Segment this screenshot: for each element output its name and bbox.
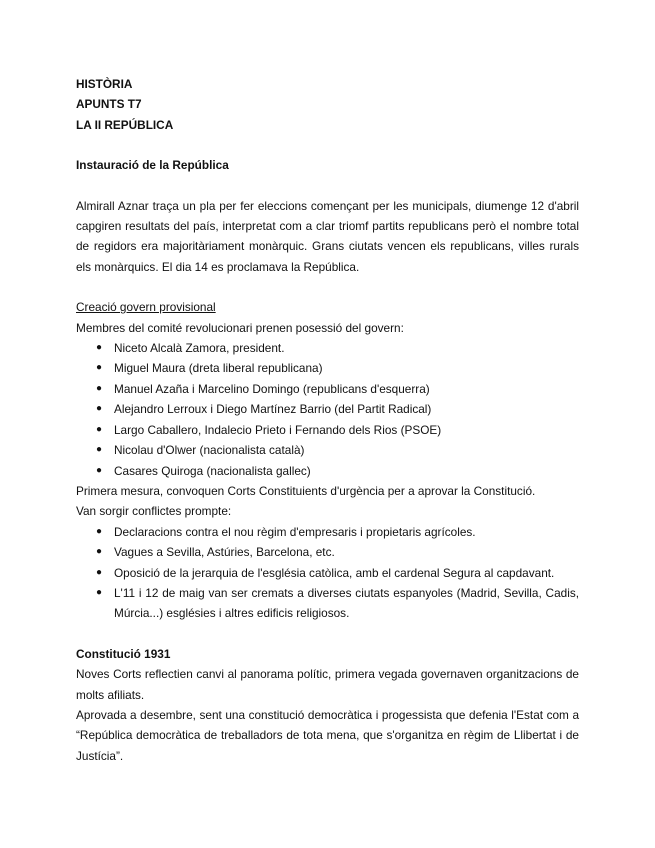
bullet-icon: ● [96, 423, 103, 435]
bullet-icon: ● [96, 525, 103, 537]
list-item: ● Largo Caballero, Indalecio Prieto i Fernando dels Rios (PSOE) [76, 420, 579, 440]
paragraph-primera-mesura: Primera mesura, convoquen Corts Constituients d'urgència per a aprovar la Constitució. [76, 483, 536, 498]
paragraph-noves-corts: Noves Corts reflectien canvi al panorama polític, primera vegada governaven organitzacions de molts afiliats. [76, 667, 579, 702]
members-list [76, 338, 579, 481]
subheading-govern-provisional: Creació govern provisional [76, 300, 216, 315]
list-item: ● Niceto Alcalà Zamora, president. [76, 338, 579, 358]
bullet-icon: ● [96, 566, 103, 578]
notes-title: APUNTS T7 [76, 97, 142, 112]
list-item: ● Alejandro Lerroux i Diego Martínez Barrio (del Partit Radical) [76, 399, 579, 419]
list-item: ● Miguel Maura (dreta liberal republicana) [76, 358, 579, 378]
list-item: ● Oposició de la jerarquia de l'església catòlica, amb el cardenal Segura al capdavant. [76, 563, 579, 583]
bullet-icon: ● [96, 464, 103, 476]
list-item: ● Casares Quiroga (nacionalista gallec) [76, 461, 579, 481]
bullet-icon: ● [96, 546, 103, 558]
bullet-icon: ● [96, 342, 103, 354]
document-page [76, 74, 579, 766]
list-item: ● Nicolau d'Olwer (nacionalista català) [76, 440, 579, 460]
paragraph-comite-intro: Membres del comité revolucionari prenen posessió del govern: [76, 320, 404, 335]
paragraph-aprovada: Aprovada a desembre, sent una constitució democràtica i progessista que defenia l'Estat com a “República democràtica de treballadors de tota mena, que s'organitza en règim de Llibertat i de Justícia”. [76, 707, 579, 763]
bullet-icon: ● [96, 403, 103, 415]
section-title-instauracio: Instauració de la República [76, 158, 229, 173]
paragraph-instauracio: Almirall Aznar traça un pla per fer eleccions començant per les municipals, diumenge 12 d'abril capgiren resultats del país, interpretat com a clar triomf partits republicans però el nombre total de regidors era majoritàriament monàrquic. Grans ciutats vencen els republicans, villes rurals els monàrquics. El dia 14 es proclamava la República. [76, 198, 579, 274]
section-title-constitucio: Constitució 1931 [76, 646, 171, 661]
paragraph-conflictes-intro: Van sorgir conflictes prompte: [76, 504, 232, 519]
bullet-icon: ● [96, 382, 103, 394]
bullet-icon: ● [96, 444, 103, 456]
list-item: ● L'11 i 12 de maig van ser cremats a diverses ciutats espanyoles (Madrid, Sevilla, Cadis, Múrcia...) esglésies i altres edificis religiosos. [76, 583, 579, 624]
list-item: ● Vagues a Sevilla, Astúries, Barcelona, etc. [76, 542, 579, 562]
list-item: ● Declaracions contra el nou règim d'empresaris i propietaris agrícoles. [76, 522, 579, 542]
topic-title: LA II REPÚBLICA [76, 117, 174, 132]
document-header [76, 74, 579, 135]
bullet-icon: ● [96, 586, 103, 598]
conflicts-list [76, 522, 579, 624]
bullet-icon: ● [96, 362, 103, 374]
list-item: ● Manuel Azaña i Marcelino Domingo (republicans d'esquerra) [76, 379, 579, 399]
subject-title: HISTÒRIA [76, 77, 133, 91]
